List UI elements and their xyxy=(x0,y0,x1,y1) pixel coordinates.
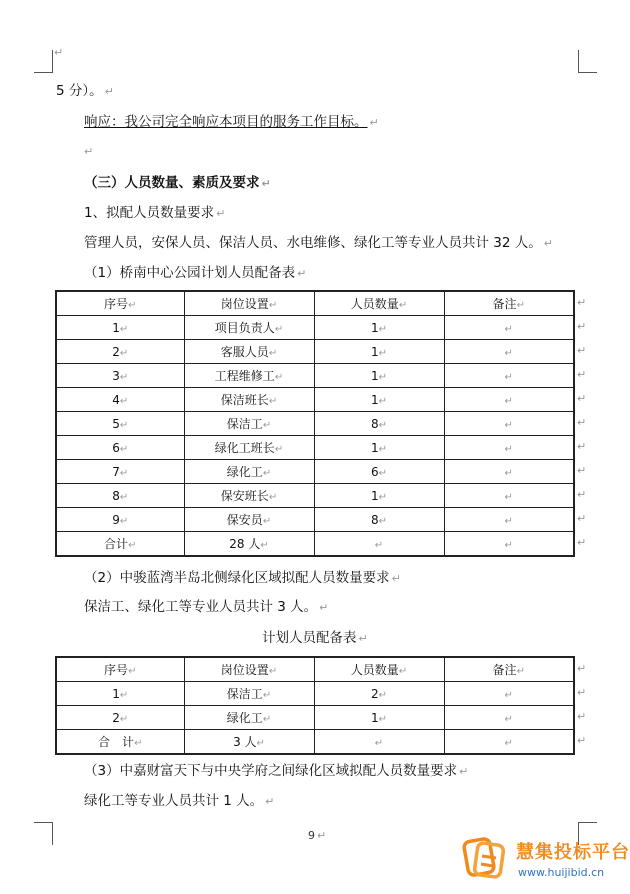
cell-text: 1 xyxy=(112,320,120,335)
col-remark xyxy=(444,484,574,508)
subheading-3 xyxy=(84,761,468,782)
col-index xyxy=(56,706,184,730)
col-count xyxy=(314,484,444,508)
col-count xyxy=(314,412,444,436)
col-position xyxy=(184,388,314,412)
cell-text: 8 xyxy=(370,512,379,527)
cell-text: 客服人员 xyxy=(220,345,269,359)
response-line xyxy=(84,112,379,133)
col-position xyxy=(184,364,314,388)
cell-mark: ↵ xyxy=(378,395,388,407)
cell-text: 3 人 xyxy=(233,735,257,749)
col-position xyxy=(184,316,314,340)
cell-text: 备注 xyxy=(492,663,517,677)
cell-text: 1 xyxy=(112,686,120,701)
cell-mark: ↵ xyxy=(119,371,129,383)
total-value xyxy=(184,532,314,557)
cell-text: 2 xyxy=(112,710,120,725)
col-index xyxy=(56,316,184,340)
cell-text: 绿化工班长 xyxy=(214,441,275,455)
table-row xyxy=(56,508,574,532)
paragraph-mark: ↵ xyxy=(104,85,114,98)
col-index xyxy=(56,484,184,508)
cell-mark: ↵ xyxy=(504,395,513,407)
paragraph-mark: ↵ xyxy=(54,46,64,59)
cell-mark: ↵ xyxy=(516,300,525,311)
cell-mark: ↵ xyxy=(119,689,129,701)
cell-text: 岗位设置 xyxy=(220,663,269,677)
row-end-mark: ↵ xyxy=(577,536,587,549)
total-remark xyxy=(444,532,574,557)
staff-total-text: 管理人员，安保人员、保洁人员、水电维修、绿化工等专业人员共计 32 人。 xyxy=(84,235,542,251)
cell-text: 保安班长 xyxy=(220,489,269,503)
col-remark xyxy=(444,706,574,730)
corner-mark-top-left xyxy=(34,50,53,73)
col-position xyxy=(184,508,314,532)
paragraph-mark: ↵ xyxy=(265,795,275,808)
col-index xyxy=(56,364,184,388)
col-remark xyxy=(444,316,574,340)
col-remark xyxy=(444,364,574,388)
subheading-3-total xyxy=(84,791,274,812)
cell-text: 9 xyxy=(112,512,120,527)
subheading-2 xyxy=(84,568,401,589)
table-total-row xyxy=(56,730,574,755)
cell-mark: ↵ xyxy=(504,539,513,551)
paragraph-mark: ↵ xyxy=(543,237,553,250)
cell-mark: ↵ xyxy=(378,443,388,455)
row-end-mark: ↵ xyxy=(577,392,587,405)
cell-text: 项目负责人 xyxy=(214,321,275,335)
cell-text: 8 xyxy=(112,488,120,503)
paragraph-mark: ↵ xyxy=(216,207,226,220)
item-heading xyxy=(84,203,225,224)
response-text: 响应：我公司完全响应本项目的服务工作目标。 xyxy=(84,114,368,130)
total-label xyxy=(56,730,184,755)
cell-mark: ↵ xyxy=(374,539,384,551)
cell-mark: ↵ xyxy=(504,689,513,701)
cell-text: 1 xyxy=(370,440,379,455)
col-remark xyxy=(444,460,574,484)
cell-text: 8 xyxy=(370,416,379,431)
header-col-position xyxy=(184,291,314,316)
cell-mark: ↵ xyxy=(119,713,129,725)
watermark-url: www.huijibid.cn xyxy=(518,866,605,879)
col-position xyxy=(184,460,314,484)
cell-text: 合 计 xyxy=(98,735,135,749)
cell-mark: ↵ xyxy=(119,491,129,503)
cell-mark: ↵ xyxy=(119,323,129,335)
cell-text: 岗位设置 xyxy=(220,297,269,311)
col-count xyxy=(314,706,444,730)
paragraph-mark: ↵ xyxy=(261,177,271,190)
cell-text: 备注 xyxy=(492,297,517,311)
col-index xyxy=(56,682,184,706)
cell-mark: ↵ xyxy=(274,444,284,455)
paragraph-mark: ↵ xyxy=(391,572,401,585)
cell-text: 1 xyxy=(370,320,379,335)
cell-mark: ↵ xyxy=(262,468,272,479)
table-2-title xyxy=(262,628,368,649)
total-label xyxy=(56,532,184,557)
page-number xyxy=(308,829,326,842)
col-remark xyxy=(444,388,574,412)
row-end-mark: ↵ xyxy=(577,488,587,501)
col-position xyxy=(184,706,314,730)
cell-mark: ↵ xyxy=(504,491,513,503)
watermark-logo xyxy=(462,832,630,890)
cell-mark: ↵ xyxy=(262,516,272,527)
watermark-title: 慧集投标平台 xyxy=(516,842,630,863)
row-end-mark: ↵ xyxy=(577,344,587,357)
cell-text: 1 xyxy=(370,368,379,383)
cell-mark: ↵ xyxy=(516,666,525,677)
corner-mark-top-right xyxy=(578,50,597,73)
col-count xyxy=(314,508,444,532)
cell-mark: ↵ xyxy=(378,491,388,503)
staffing-table-1 xyxy=(55,290,575,557)
col-index xyxy=(56,340,184,364)
cell-text: 28 人 xyxy=(229,537,261,551)
header-col-count xyxy=(314,657,444,682)
cell-mark: ↵ xyxy=(504,443,513,455)
table-row xyxy=(56,316,574,340)
cell-text: 7 xyxy=(112,464,120,479)
subheading-1-text: （1）桥南中心公园计划人员配备表 xyxy=(84,265,296,281)
table-row xyxy=(56,436,574,460)
table-header-row xyxy=(56,291,574,316)
text-line-score xyxy=(56,81,114,102)
cell-mark: ↵ xyxy=(504,737,513,749)
section-heading xyxy=(84,173,271,194)
cell-mark: ↵ xyxy=(378,419,388,431)
cell-mark: ↵ xyxy=(268,396,278,407)
cell-text: 2 xyxy=(112,344,120,359)
header-col-count xyxy=(314,291,444,316)
row-end-mark: ↵ xyxy=(577,662,587,675)
cell-text: 3 xyxy=(112,368,120,383)
cell-text: 4 xyxy=(112,392,120,407)
cell-text: 序号 xyxy=(104,297,129,311)
cell-text: 1 xyxy=(370,488,379,503)
total-value xyxy=(184,730,314,755)
col-position xyxy=(184,412,314,436)
col-remark xyxy=(444,412,574,436)
cell-mark: ↵ xyxy=(378,713,388,725)
table-row xyxy=(56,340,574,364)
col-remark xyxy=(444,682,574,706)
cell-mark: ↵ xyxy=(262,690,272,701)
cell-mark: ↵ xyxy=(504,713,513,725)
paragraph-mark: ↵ xyxy=(369,116,379,129)
table-row xyxy=(56,682,574,706)
header-col-index xyxy=(56,291,184,316)
cell-mark: ↵ xyxy=(268,492,278,503)
table-total-row xyxy=(56,532,574,557)
score-text: 5 分）。 xyxy=(56,83,103,99)
row-end-mark: ↵ xyxy=(577,686,587,699)
cell-mark: ↵ xyxy=(504,323,513,335)
staff-total-line xyxy=(84,233,553,254)
row-end-mark: ↵ xyxy=(577,296,587,309)
paragraph-mark: ↵ xyxy=(84,145,94,158)
col-index xyxy=(56,508,184,532)
cell-text: 保洁工 xyxy=(226,687,263,701)
cell-text: 6 xyxy=(112,440,120,455)
cell-text: 1 xyxy=(370,344,379,359)
subheading-3-text: （3）中嘉财富天下与中央学府之间绿化区域拟配人员数量要求 xyxy=(84,763,458,779)
cell-mark: ↵ xyxy=(119,419,129,431)
row-end-mark: ↵ xyxy=(577,512,587,525)
row-end-mark: ↵ xyxy=(577,734,587,747)
cell-text: 1 xyxy=(370,392,379,407)
col-position xyxy=(184,436,314,460)
col-index xyxy=(56,412,184,436)
total-count xyxy=(314,730,444,755)
page-number-text: 9 xyxy=(308,829,315,842)
subheading-2-total xyxy=(84,597,328,618)
cell-text: 保洁班长 xyxy=(220,393,269,407)
paragraph-mark: ↵ xyxy=(358,632,368,645)
cell-mark: ↵ xyxy=(378,371,388,383)
cell-mark: ↵ xyxy=(256,738,265,749)
col-remark xyxy=(444,436,574,460)
cell-mark: ↵ xyxy=(374,737,384,749)
col-count xyxy=(314,316,444,340)
cell-mark: ↵ xyxy=(268,348,278,359)
cell-mark: ↵ xyxy=(378,323,388,335)
total-remark xyxy=(444,730,574,755)
cell-text: 5 xyxy=(112,416,120,431)
header-col-position xyxy=(184,657,314,682)
cell-mark: ↵ xyxy=(119,395,129,407)
paragraph-mark: ↵ xyxy=(317,829,327,842)
subheading-2-text: （2）中骏蓝湾半岛北侧绿化区域拟配人员数量要求 xyxy=(84,570,390,586)
row-end-mark: ↵ xyxy=(577,320,587,333)
subheading-3-total-text: 绿化工等专业人员共计 1 人。 xyxy=(84,793,264,809)
cell-mark: ↵ xyxy=(504,515,513,527)
cell-text: 保洁工 xyxy=(226,417,263,431)
table-2-title-text: 计划人员配备表 xyxy=(262,630,357,646)
cell-text: 序号 xyxy=(104,663,129,677)
cell-text: 人员数量 xyxy=(350,663,399,677)
table-row xyxy=(56,460,574,484)
col-count xyxy=(314,340,444,364)
cell-mark: ↵ xyxy=(268,666,278,677)
cell-mark: ↵ xyxy=(378,467,388,479)
brand-logo-icon xyxy=(462,834,510,882)
cell-text: 人员数量 xyxy=(350,297,399,311)
cell-mark: ↵ xyxy=(398,666,408,677)
cell-mark: ↵ xyxy=(274,372,284,383)
cell-mark: ↵ xyxy=(119,467,129,479)
table-row xyxy=(56,706,574,730)
header-col-index xyxy=(56,657,184,682)
col-count xyxy=(314,460,444,484)
subheading-1 xyxy=(84,263,306,284)
row-end-mark: ↵ xyxy=(577,416,587,429)
cell-text: 绿化工 xyxy=(226,711,263,725)
cell-text: 1 xyxy=(370,710,379,725)
cell-mark: ↵ xyxy=(378,689,388,701)
cell-mark: ↵ xyxy=(119,515,129,527)
cell-text: 合计 xyxy=(104,537,129,551)
row-end-mark: ↵ xyxy=(577,368,587,381)
table-row xyxy=(56,484,574,508)
cell-mark: ↵ xyxy=(378,347,388,359)
paragraph-mark: ↵ xyxy=(297,267,307,280)
cell-mark: ↵ xyxy=(128,666,137,677)
cell-text: 工程维修工 xyxy=(214,369,275,383)
cell-mark: ↵ xyxy=(398,300,408,311)
header-col-remark xyxy=(444,291,574,316)
row-end-mark: ↵ xyxy=(577,440,587,453)
table-header-row xyxy=(56,657,574,682)
cell-mark: ↵ xyxy=(268,300,278,311)
cell-text: 6 xyxy=(370,464,379,479)
col-remark xyxy=(444,340,574,364)
paragraph-mark: ↵ xyxy=(319,601,329,614)
section-heading-text: （三）人员数量、素质及要求 xyxy=(84,175,260,191)
cell-mark: ↵ xyxy=(504,419,513,431)
paragraph-mark: ↵ xyxy=(459,765,469,778)
col-index xyxy=(56,436,184,460)
col-position xyxy=(184,682,314,706)
cell-mark: ↵ xyxy=(274,324,284,335)
cell-mark: ↵ xyxy=(262,714,272,725)
header-col-remark xyxy=(444,657,574,682)
item-heading-text: 1、拟配人员数量要求 xyxy=(84,205,215,221)
cell-mark: ↵ xyxy=(128,540,137,551)
col-count xyxy=(314,388,444,412)
cell-mark: ↵ xyxy=(134,738,143,749)
cell-text: 保安员 xyxy=(226,513,263,527)
cell-mark: ↵ xyxy=(504,371,513,383)
cell-mark: ↵ xyxy=(504,347,513,359)
cell-mark: ↵ xyxy=(378,515,388,527)
subheading-2-total-text: 保洁工、绿化工等专业人员共计 3 人。 xyxy=(84,599,318,615)
col-index xyxy=(56,460,184,484)
cell-mark: ↵ xyxy=(119,347,129,359)
cell-mark: ↵ xyxy=(262,420,272,431)
cell-mark: ↵ xyxy=(504,467,513,479)
cell-mark: ↵ xyxy=(260,540,269,551)
col-index xyxy=(56,388,184,412)
total-count xyxy=(314,532,444,557)
corner-mark-bottom-left xyxy=(34,822,53,845)
col-position xyxy=(184,484,314,508)
cell-text: 绿化工 xyxy=(226,465,263,479)
cell-text: 2 xyxy=(370,686,379,701)
col-position xyxy=(184,340,314,364)
cell-mark: ↵ xyxy=(128,300,137,311)
col-count xyxy=(314,364,444,388)
row-end-mark: ↵ xyxy=(577,464,587,477)
table-row xyxy=(56,364,574,388)
table-row xyxy=(56,412,574,436)
staffing-table-2 xyxy=(55,656,575,755)
row-end-mark: ↵ xyxy=(577,710,587,723)
col-count xyxy=(314,682,444,706)
table-row xyxy=(56,388,574,412)
col-remark xyxy=(444,508,574,532)
cell-mark: ↵ xyxy=(119,443,129,455)
col-count xyxy=(314,436,444,460)
